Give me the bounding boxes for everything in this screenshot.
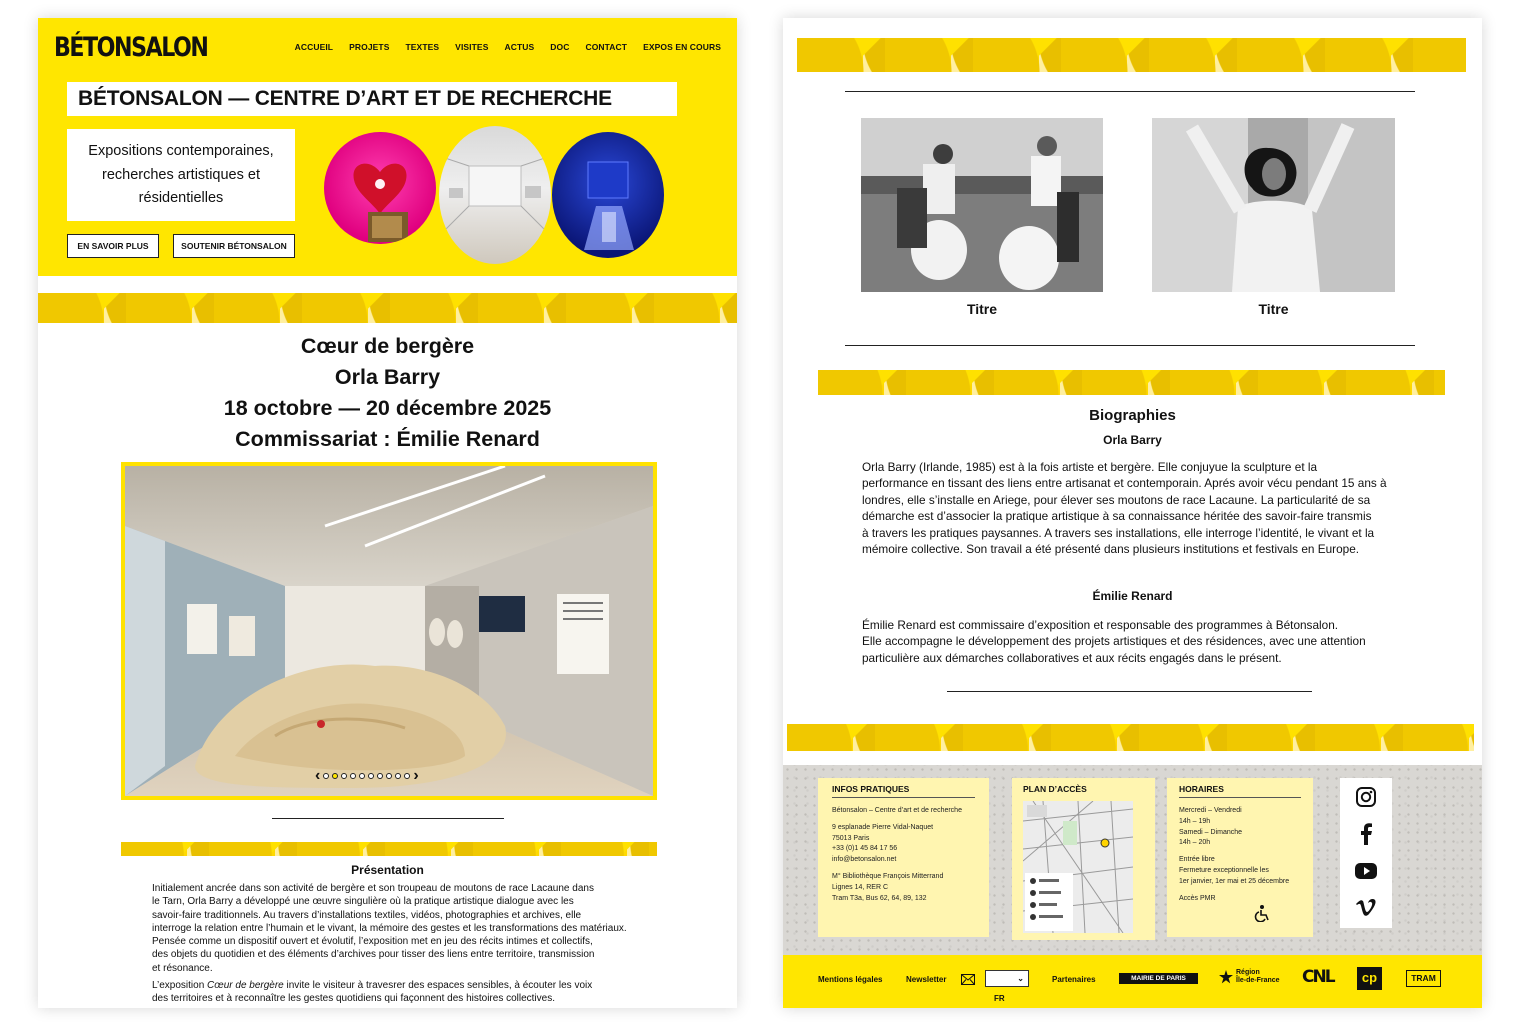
horaires-heading: HORAIRES — [1179, 784, 1301, 798]
partenaires-label: Partenaires — [1052, 975, 1096, 984]
chevron-down-icon: ⌄ — [1017, 974, 1024, 983]
footer-text-line: 1er janvier, 1er mai et 25 décembre — [1179, 877, 1290, 885]
footer-bottom-bar — [783, 955, 1482, 1008]
presentation-line — [152, 979, 672, 992]
language-select-value: FR — [994, 994, 1005, 1003]
presentation-line: Initialement ancrée dans son activité de bergère et son troupeau de moutons de race Lacaune dans — [152, 883, 594, 894]
instagram-icon[interactable] — [1340, 778, 1392, 815]
bio-text-emilie-renard — [862, 617, 1462, 666]
divider — [272, 818, 504, 819]
en-savoir-plus-button[interactable]: EN SAVOIR PLUS — [67, 234, 159, 258]
hero-title: BÉTONSALON — CENTRE D’ART ET DE RECHERCHE — [67, 82, 677, 116]
footer-text-line: 75013 Paris — [832, 834, 870, 842]
presentation-p2-title: Cœur de bergère — [207, 980, 284, 992]
hero-image-blue-room[interactable] — [552, 132, 664, 258]
gallery-caption: Titre — [1258, 301, 1289, 317]
infos-pratiques-heading: INFOS PRATIQUES — [832, 784, 975, 798]
access-map[interactable] — [1023, 801, 1133, 933]
exhibition-installation-photo — [125, 466, 653, 796]
carousel-dot[interactable] — [323, 773, 329, 779]
language-select[interactable] — [985, 970, 1029, 1003]
gallery-caption: Titre — [966, 301, 998, 317]
gallery-photo-performer[interactable] — [1152, 118, 1395, 292]
decorative-yellow-band — [38, 293, 737, 323]
presentation-p2-start: L’exposition — [152, 980, 208, 992]
decorative-yellow-band — [121, 842, 657, 856]
infos-pratiques-text — [832, 806, 975, 904]
footer-text-line: 14h – 19h — [1179, 817, 1211, 825]
nav-textes[interactable]: TEXTES — [405, 42, 440, 52]
exhibition-photo-carousel[interactable] — [121, 462, 657, 800]
heart-sculpture-image — [324, 132, 436, 244]
carousel-next-icon[interactable]: › — [413, 767, 419, 784]
footer-text-line: Fermeture exceptionnelle les — [1179, 866, 1269, 874]
plan-acces-heading: PLAN D’ACCÈS — [1023, 784, 1087, 794]
soutenir-button[interactable]: SOUTENIR BÉTONSALON — [173, 234, 295, 258]
nav-expos-en-cours[interactable]: EXPOS EN COURS — [643, 42, 721, 52]
exhibition-curator: Commissariat : Émilie Renard — [235, 427, 540, 451]
nav-accueil[interactable]: ACCUEIL — [294, 42, 334, 52]
bio-text-orla-barry — [862, 459, 1462, 557]
nav-visites[interactable]: VISITES — [455, 42, 489, 52]
divider — [845, 345, 1415, 346]
footer-text-line: Bétonsalon – Centre d’art et de recherche — [832, 807, 962, 814]
presentation-line: et résonance. — [152, 962, 213, 974]
footer-text-line: Samedi – Dimanche — [1179, 828, 1243, 836]
blue-room-image — [552, 132, 664, 258]
biographies-heading: Biographies — [1089, 407, 1176, 424]
hero-header — [38, 18, 737, 276]
facebook-icon[interactable] — [1340, 815, 1392, 852]
exhibition-dates: 18 octobre — 20 décembre 2025 — [223, 396, 552, 420]
left-page-panel — [38, 18, 737, 1008]
bio-line: démarche est d’associer la pratique artistique à sa connaissance héritée des savoir-faire transmis — [862, 509, 1372, 524]
partner-mairie-de-paris-logo[interactable]: MAIRIE DE PARIS — [1119, 973, 1198, 984]
bio-line: Orla Barry (Irlande, 1985) est à la fois artiste et bergère. Elle conjuyue la sculpture et la — [862, 460, 1318, 474]
social-links — [1340, 778, 1392, 928]
bio-name-emilie-renard: Émilie Renard — [1092, 589, 1173, 603]
carousel-prev-icon[interactable]: ‹ — [315, 767, 321, 784]
presentation-line: savoir-faire traditionnels. Au travers d’installations textiles, vidéos, photographies et archives, elle — [152, 909, 582, 921]
bio-line: mémoire collective. Son travail a été présenté dans plusieurs institutions et festivals en Europe. — [862, 542, 1360, 557]
hero-desc-line: recherches artistiques et — [102, 166, 260, 183]
partner-region-logo[interactable] — [1219, 969, 1280, 985]
bio-name-orla-barry: Orla Barry — [1103, 433, 1162, 447]
bio-line: particulière aux démarches collaboratives et aux récits engagés dans le présent. — [862, 650, 1282, 665]
gallery-room-image — [439, 126, 551, 264]
partner-cnl-logo[interactable]: CNL — [1302, 967, 1334, 987]
performer-portrait-photo — [1152, 118, 1395, 292]
divider — [947, 691, 1312, 692]
carousel-dot[interactable] — [386, 773, 392, 779]
presentation-line: interroge la relation entre l’humain et le vivant, la mémoire des gestes et les transformations des matériaux. — [152, 922, 627, 934]
shepherds-with-sheep-photo — [861, 118, 1103, 292]
partner-cp-logo[interactable]: cp — [1357, 967, 1382, 990]
newsletter-link[interactable]: Newsletter — [906, 975, 947, 984]
bio-line: à travers les pratiques paysannes. A travers ses installations, elle interroge l’identité, le vivant et la — [862, 525, 1375, 540]
presentation-heading: Présentation — [351, 863, 424, 877]
exhibition-artist: Orla Barry — [334, 365, 441, 389]
bio-line: performance en tissant des liens entre artisanat et contemporain. Aprés avoir vécu pendant 15 ans à — [862, 476, 1387, 491]
carousel-dot[interactable] — [350, 773, 356, 779]
partner-tram-logo[interactable]: TRAM — [1406, 970, 1441, 987]
bio-line: Émilie Renard est commissaire d’exposition et responsable des programmes à Bétonsalon. — [862, 618, 1339, 632]
footer-text-line: Entrée libre — [1179, 856, 1215, 864]
presentation-line: le Tarn, Orla Barry a développé une œuvre singulière où la pratique artistique dialogue avec les — [152, 896, 574, 908]
carousel-dot[interactable] — [377, 773, 383, 779]
infos-pratiques-card — [818, 778, 989, 937]
hero-image-white-gallery[interactable] — [439, 126, 551, 264]
hero-desc-line: résidentielles — [138, 190, 224, 206]
footer-text-line: info@betonsalon.net — [832, 856, 897, 864]
hero-desc-line: Expositions contemporaines, — [88, 143, 274, 159]
exhibition-title: Cœur de bergère — [300, 334, 475, 358]
nav-projets[interactable]: PROJETS — [349, 42, 390, 52]
nav-actus[interactable]: ACTUS — [504, 42, 535, 52]
footer-text-line: Mercredi – Vendredi — [1179, 807, 1242, 814]
plan-acces-card — [1012, 778, 1155, 940]
footer-text-line: 14h – 20h — [1179, 839, 1211, 847]
vimeo-icon[interactable] — [1340, 889, 1392, 926]
divider — [845, 91, 1415, 92]
hero-description — [67, 129, 295, 221]
partner-region-line: Île-de-France — [1236, 977, 1280, 984]
horaires-card — [1167, 778, 1313, 937]
carousel-dot[interactable] — [395, 773, 401, 779]
footer-text-line: Tram T3a, Bus 62, 64, 89, 132 — [832, 894, 927, 902]
wheelchair-accessible-icon — [1253, 904, 1271, 922]
hero-image-pink-installation[interactable] — [324, 132, 436, 244]
presentation-text — [152, 882, 672, 1006]
decorative-yellow-band — [787, 724, 1474, 751]
bio-line: londres, elle s’installe en Ariege, pour élever ses moutons de race Lacaune. La particularité de sa — [862, 492, 1371, 507]
presentation-line: Pensée comme un dispositif ouvert et évolutif, l’exposition met en jeu des récits intimes et collectifs, — [152, 936, 593, 948]
carousel-controls — [315, 767, 419, 785]
footer-text-line: Accès PMR — [1179, 894, 1216, 902]
youtube-icon[interactable] — [1340, 852, 1392, 889]
presentation-p2-end: invite le visiteur à travesrer des espaces sensibles, à écouter les voix — [283, 980, 593, 992]
mentions-legales-link[interactable]: Mentions légales — [818, 975, 883, 984]
nav-doc[interactable]: DOC — [550, 42, 570, 52]
horaires-text — [1179, 806, 1301, 904]
partner-region-line: Région — [1236, 969, 1260, 976]
decorative-yellow-band — [797, 38, 1466, 72]
presentation-line: des objets du quotidien et des éléments d’archives pour tisser des liens entre territoire, transmission — [152, 949, 595, 961]
right-page-panel — [783, 18, 1482, 1008]
bio-line: Elle accompagne le développement des projets artistiques et des résidences, avec une attention — [862, 634, 1366, 649]
carousel-dot[interactable] — [404, 773, 410, 779]
decorative-yellow-band — [818, 370, 1445, 395]
mail-icon[interactable] — [961, 974, 975, 985]
carousel-dots — [323, 773, 410, 779]
footer-text-line: M° Bibliothèque François Mitterrand — [832, 872, 944, 880]
footer-text-line: Lignes 14, RER C — [832, 883, 889, 891]
site-logo[interactable]: BÉTONSALON — [54, 32, 208, 63]
carousel-dot[interactable] — [332, 773, 338, 779]
footer-text-line: +33 (0)1 45 84 17 56 — [832, 845, 898, 853]
gallery-photo-shepherds[interactable] — [861, 118, 1103, 292]
carousel-dot[interactable] — [341, 773, 347, 779]
carousel-dot[interactable] — [359, 773, 365, 779]
nav-contact[interactable]: CONTACT — [585, 42, 628, 52]
presentation-line: des territoires et à reconnaître les gestes quotidiens qui façonnent des histoires collectives. — [152, 993, 555, 1005]
carousel-dot[interactable] — [368, 773, 374, 779]
star-icon — [1219, 970, 1233, 984]
footer-text-line: 9 esplanade Pierre Vidal-Naquet — [832, 823, 934, 831]
main-nav — [295, 42, 721, 52]
